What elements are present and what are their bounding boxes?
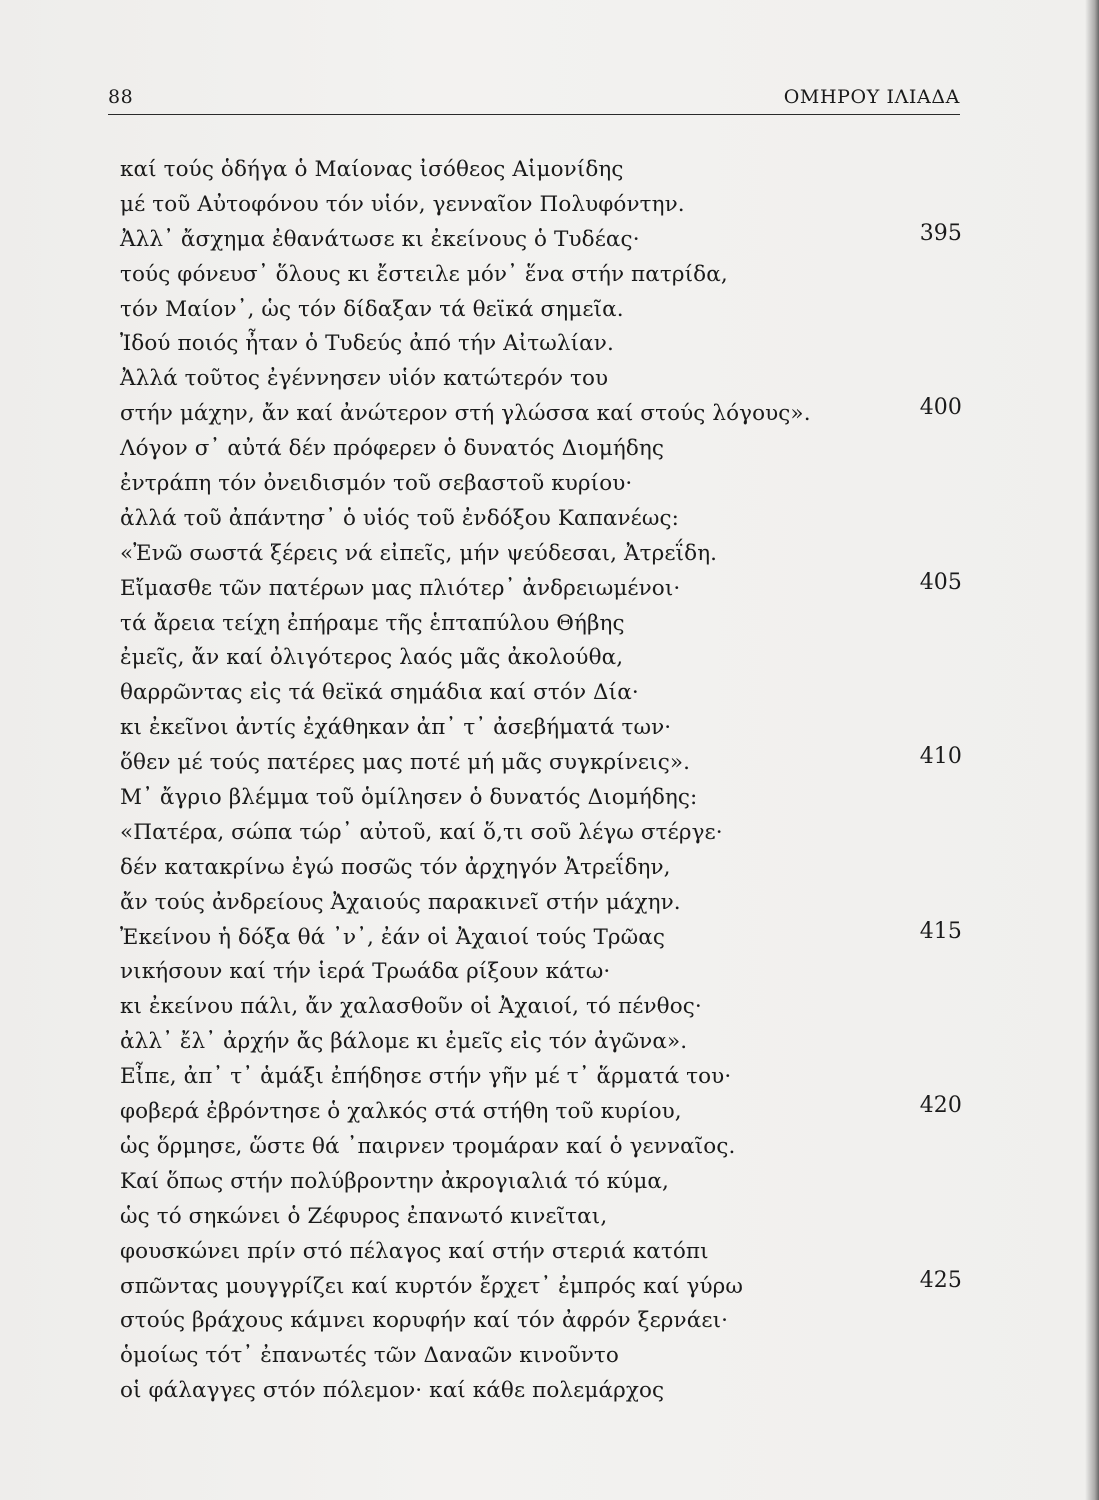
verse-line [120,781,962,816]
page-edge-shadow [1085,0,1099,1500]
verse-line [120,467,962,502]
verse-text: «Πατέρα, σώπα τώρ᾽ αὐτοῦ, καί ὅ,τι σοῦ λέγω στέργε· [120,819,723,845]
verse-line [120,537,962,572]
verse-text: μέ τοῦ Αὐτοφόνου τόν υἱόν, γενναῖον Πολυφόντην. [120,191,685,217]
verse-text: κι ἐκεῖνοι ἀντίς ἐχάθηκαν ἀπ᾽ τ᾽ ἀσεβήματά των· [120,715,672,741]
verse-line [120,1025,962,1060]
verse-list [120,153,962,1409]
verse-line [120,851,962,886]
verse-line [120,1235,962,1270]
verse-text: ἄν τούς ἀνδρείους Ἀχαιούς παρακινεῖ στήν μάχην. [120,889,681,915]
verse-line [120,676,962,711]
verse-line [120,711,962,746]
verse-text: τούς φόνευσ᾽ ὅλους κι ἔστειλε μόν᾽ ἕνα στήν πατρίδα, [120,261,728,287]
verse-line [120,293,962,328]
running-title: ΟΜΗΡΟΥ ΙΛΙΑΔΑ [783,86,960,108]
verse-line [120,397,962,432]
verse-line [120,1130,962,1165]
verse-text: ὁμοίως τότ᾽ ἐπανωτές τῶν Δαναῶν κινοῦντο [120,1343,619,1369]
verse-text: δέν κατακρίνω ἐγώ ποσῶς τόν ἀρχηγόν Ἀτρεΐδην, [120,854,671,880]
verse-text: κι ἐκείνου πάλι, ἄν χαλασθοῦν οἱ Ἀχαιοί, τό πένθος· [120,994,702,1020]
verse-text: Εἶπε, ἀπ᾽ τ᾽ ἁμάξι ἐπήδησε στήν γῆν μέ τ᾽ ἅρματά του· [120,1064,732,1090]
verse-text: θαρρῶντας εἰς τά θεϊκά σημάδια καί στόν Δία· [120,680,639,706]
verse-text: Εἴμασθε τῶν πατέρων μας πλιότερ᾽ ἀνδρειωμένοι· [120,575,681,601]
verse-line [120,569,962,607]
verse-number: 420 [919,1093,962,1119]
verse-text: Λόγον σ᾽ αὐτά δέν πρόφερεν ὁ δυνατός Διομήδης [120,436,665,462]
verse-line [120,188,962,223]
verse-line [120,432,962,467]
verse-text: ὡς τό σηκώνει ὁ Ζέφυρος ἐπανωτό κινεῖται, [120,1203,608,1229]
verse-text: φοβερά ἐβρόντησε ὁ χαλκός στά στήθη τοῦ κυρίου, [120,1099,682,1125]
verse-text: τόν Μαίον᾽, ὡς τόν δίδαξαν τά θεϊκά σημεῖα. [120,296,624,322]
verse-text: Ἀλλά τοῦτος ἐγέννησεν υἱόν κατώτερόν του [120,366,609,392]
verse-line [120,220,962,258]
verse-text: «Ἐνῶ σωστά ξέρεις νά εἰπεῖς, μήν ψεύδεσαι, Ἀτρεΐδη. [120,540,718,566]
verse-text: φουσκώνει πρίν στό πέλαγος καί στήν στεριά κατόπι [120,1238,709,1264]
verse-text: Μ᾽ ἄγριο βλέμμα τοῦ ὁμίλησεν ὁ δυνατός Διομήδης: [120,785,698,811]
verse-text: Ἰδού ποιός ἦταν ὁ Τυδεύς ἀπό τήν Αἰτωλίαν. [120,331,614,357]
verse-text: ἐμεῖς, ἄν καί ὀλιγότερος λαός μᾶς ἀκολούθα, [120,645,624,671]
verse-line [120,1304,962,1339]
verse-line [120,258,962,293]
verse-line [120,362,962,397]
verse-text: ἐντράπη τόν ὀνειδισμόν τοῦ σεβαστοῦ κυρίου· [120,471,633,497]
verse-line [120,1200,962,1235]
verse-text: Καί ὅπως στήν πολύβροντην ἀκρογιαλιά τό κύμα, [120,1168,669,1194]
verse-text: ἀλλά τοῦ ἀπάντησ᾽ ὁ υἱός τοῦ ἐνδόξου Καπανέως: [120,505,680,531]
verse-line [120,1165,962,1200]
verse-line [120,990,962,1025]
verse-text: τά ἄρεια τείχη ἐπήραμε τῆς ἑπταπύλου Θήβης [120,610,625,636]
verse-line [120,918,962,956]
verse-number: 415 [919,918,962,944]
verse-text: σπῶντας μουγγρίζει καί κυρτόν ἔρχετ᾽ ἐμπρός καί γύρω [120,1273,744,1299]
verse-line [120,502,962,537]
verse-number: 410 [919,744,962,770]
verse-text: ὅθεν μέ τούς πατέρες μας ποτέ μή μᾶς συγκρίνεις». [120,750,691,776]
verse-line [120,1339,962,1374]
page-header [108,78,960,115]
verse-line [120,816,962,851]
verse-number: 405 [919,569,962,595]
verse-line [120,153,962,188]
verse-line [120,1267,962,1305]
verse-text: οἱ φάλαγγες στόν πόλεμον· καί κάθε πολεμάρχος [120,1378,665,1404]
verse-text: Ἀλλ᾽ ἄσχημα ἐθανάτωσε κι ἐκείνους ὁ Τυδέας· [120,226,640,252]
verse-line [120,746,962,781]
verse-line [120,641,962,676]
verse-line [120,1060,962,1095]
verse-number: 400 [919,395,962,421]
verse-line [120,327,962,362]
verse-text: ὡς ὅρμησε, ὥστε θά ᾽παιρνεν τρομάραν καί ὁ γενναῖος. [120,1133,736,1159]
verse-line [120,607,962,642]
verse-line [120,1095,962,1130]
verse-number: 425 [919,1267,962,1293]
verse-text: καί τούς ὁδήγα ὁ Μαίονας ἰσόθεος Αἱμονίδης [120,157,624,182]
verse-text: Ἐκείνου ἡ δόξα θά ᾽ν᾽, ἐάν οἱ Ἀχαιοί τούς Τρῶας [120,924,666,950]
verse-text: στήν μάχην, ἄν καί ἀνώτερον στή γλώσσα καί στούς λόγους». [120,401,811,427]
page-number: 88 [108,86,134,108]
verse-text: ἀλλ᾽ ἔλ᾽ ἀρχήν ἄς βάλομε κι ἐμεῖς εἰς τόν ἀγῶνα». [120,1029,688,1055]
verse-number: 395 [919,220,962,246]
verse-line [120,1374,962,1409]
verse-line [120,886,962,921]
verse-line [120,955,962,990]
verse-text: νικήσουν καί τήν ἱερά Τρωάδα ρίξουν κάτω· [120,959,611,985]
verse-text: στούς βράχους κάμνει κορυφήν καί τόν ἀφρόν ξερνάει· [120,1308,729,1334]
